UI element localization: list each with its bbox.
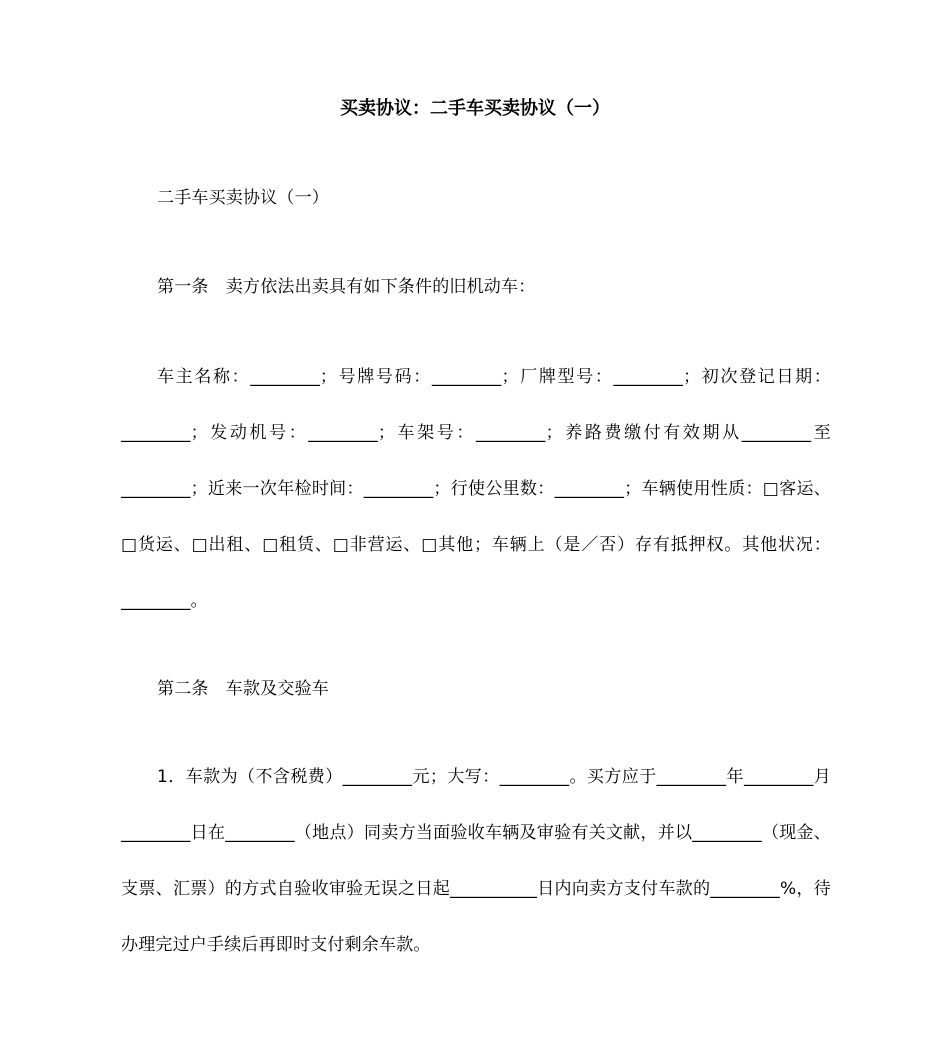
article-2-clause-1: 1．车款为（不含税费）________元；大写：________。买方应于________年________月________日在________（地点）同卖方当面验收车辆及审验有关文献，并以________（现金、支票、汇票）的方式自验收审验无误之日起__________日内向卖方支付车款的________%，待办理完过户手续后再即时支付剩余车款。 bbox=[121, 767, 831, 955]
article-2-heading: 第二条 车款及交验车 bbox=[157, 679, 329, 699]
article-1-body: 车主名称：________；号牌号码：________；厂牌型号：________；初次登记日期：________；发动机号：________；车架号：________；养路费缴付有效期从________至________；近来一次年检时间：________；行使公里数：________；车辆使用性质：□客运、□货运、□出租、□租赁、□非营运、□其他；车辆上（是／否）存有抵押权。其他状况：________。 bbox=[121, 367, 831, 611]
document-subtitle: 二手车买卖协议（一） bbox=[157, 188, 329, 208]
article-1-heading: 第一条 卖方依法出卖具有如下条件的旧机动车： bbox=[157, 277, 536, 297]
document-title: 买卖协议：二手车买卖协议（一） bbox=[340, 98, 610, 119]
